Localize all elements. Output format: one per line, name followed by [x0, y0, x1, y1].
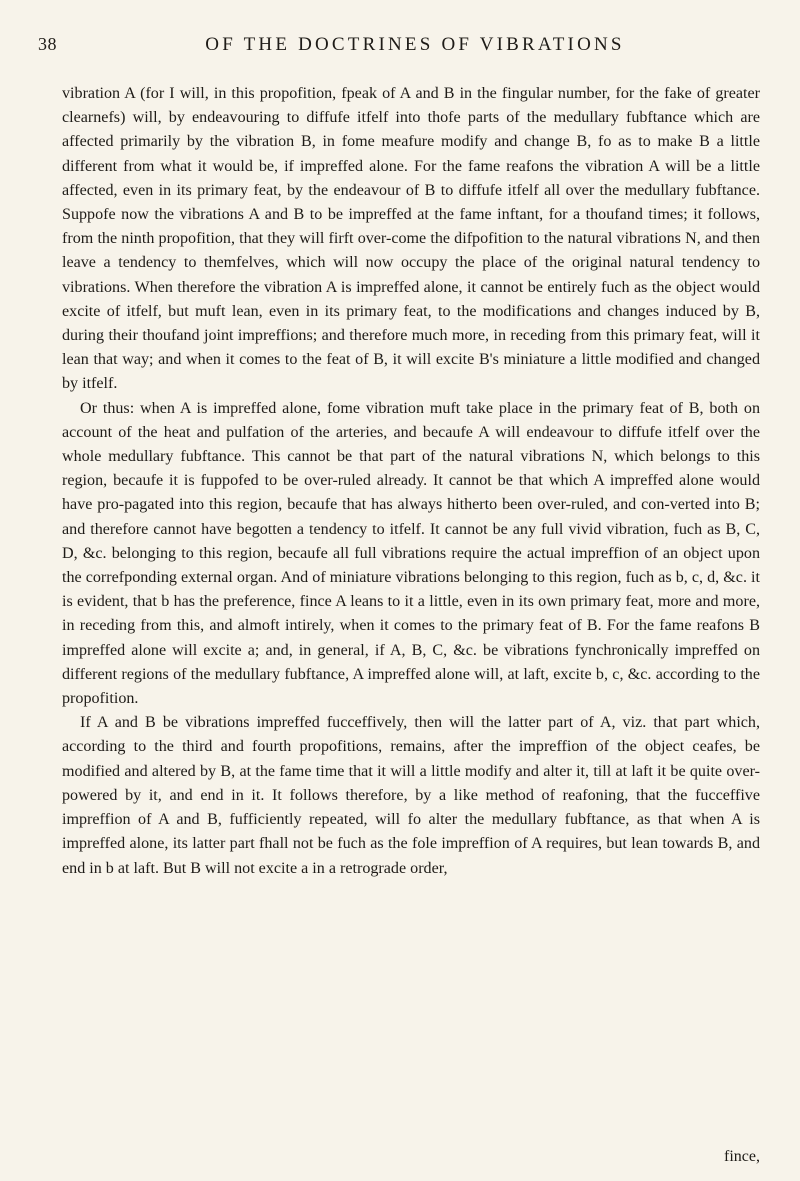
running-head — [38, 34, 762, 62]
paragraph-continued: vibration A (for I will, in this propofition, fpeak of A and B in the fingular number, for the fake of greater clearnefs) will, by endeavouring to diffufe itfelf into thofe parts of the medullary fubftance which are affected primarily by the vibration B, in fome meafure modify and change B, fo as to make B a little different from what it would be, if impreffed alone. For the fame reafons the vibration A will be a little affected, even in its primary feat, by the endeavour of B to diffufe itfelf all over the medullary fubftance. Suppofe now the vibrations A and B to be impreffed at the fame inftant, for a thoufand times; it follows, from the ninth propofition, that they will firft over-come the difpofition to the natural vibrations N, and then leave a tendency to themfelves, which will now occupy the place of the original natural tendency to vibrations. When therefore the vibration A is impreffed alone, it cannot be entirely fuch as the object would excite of itfelf, but muft lean, even in its primary feat, to the modifications and changes induced by B, during their thoufand joint impreffions; and therefore much more, in receding from this primary feat, will it lean that way; and when it comes to the feat of B, it will excite B's miniature a little modified and changed by itfelf. — [62, 85, 760, 393]
paragraph: If A and B be vibrations impreffed fucceffively, then will the latter part of A, viz. that part which, according to the third and fourth propofitions, remains, after the impreffion of the object ceafes, be modified and altered by B, at the fame time that it will a little modify and alter it, till at laft it be quite over-powered by it, and end in it. It follows therefore, by a like method of reafoning, that the fucceffive impreffion of A and B, fufficiently repeated, will fo alter the medullary fubftance, as that when A is impreffed alone, its latter part fhall not be fuch as the fole impreffion of A requires, but lean towards B, and end in b at laft. But B will not excite a in a retrograde order, — [62, 714, 760, 877]
paragraph: Or thus: when A is impreffed alone, fome vibration muft take place in the primary feat of B, both on account of the heat and pulfation of the arteries, and becaufe A will endeavour to diffufe itfelf over the whole medullary fubftance. This cannot be that part of the natural vibrations N, which belongs to this region, becaufe it is fuppofed to be over-ruled already. It cannot be that which A impreffed alone would have pro-pagated into this region, becaufe that has always hitherto been over-ruled, and con-verted into B; and therefore cannot have begotten a tendency to itfelf. It cannot be any full vivid vibration, fuch as B, C, D, &c. belonging to this region, becaufe all full vibrations require the actual impreffion of an object upon the correfponding external organ. And of miniature vibrations belonging to this region, fuch as b, c, d, &c. it is evident, that b has the preference, fince A leans to it a little, even in its own primary feat, more and more, in receding from this, and almoft intirely, when it comes to the primary feat of B. For the fame reafons B impreffed alone will excite a; and, in general, if A, B, C, &c. be vibrations fynchronically impreffed on different regions of the medullary fubftance, A impreffed alone will, at laft, excite b, c, &c. according to the propofition. — [62, 399, 760, 708]
catchword: fince, — [724, 1148, 760, 1165]
body-text — [62, 82, 760, 881]
page-number: 38 — [38, 34, 57, 54]
running-title: OF THE DOCTRINES OF VIBRATIONS — [205, 34, 625, 55]
